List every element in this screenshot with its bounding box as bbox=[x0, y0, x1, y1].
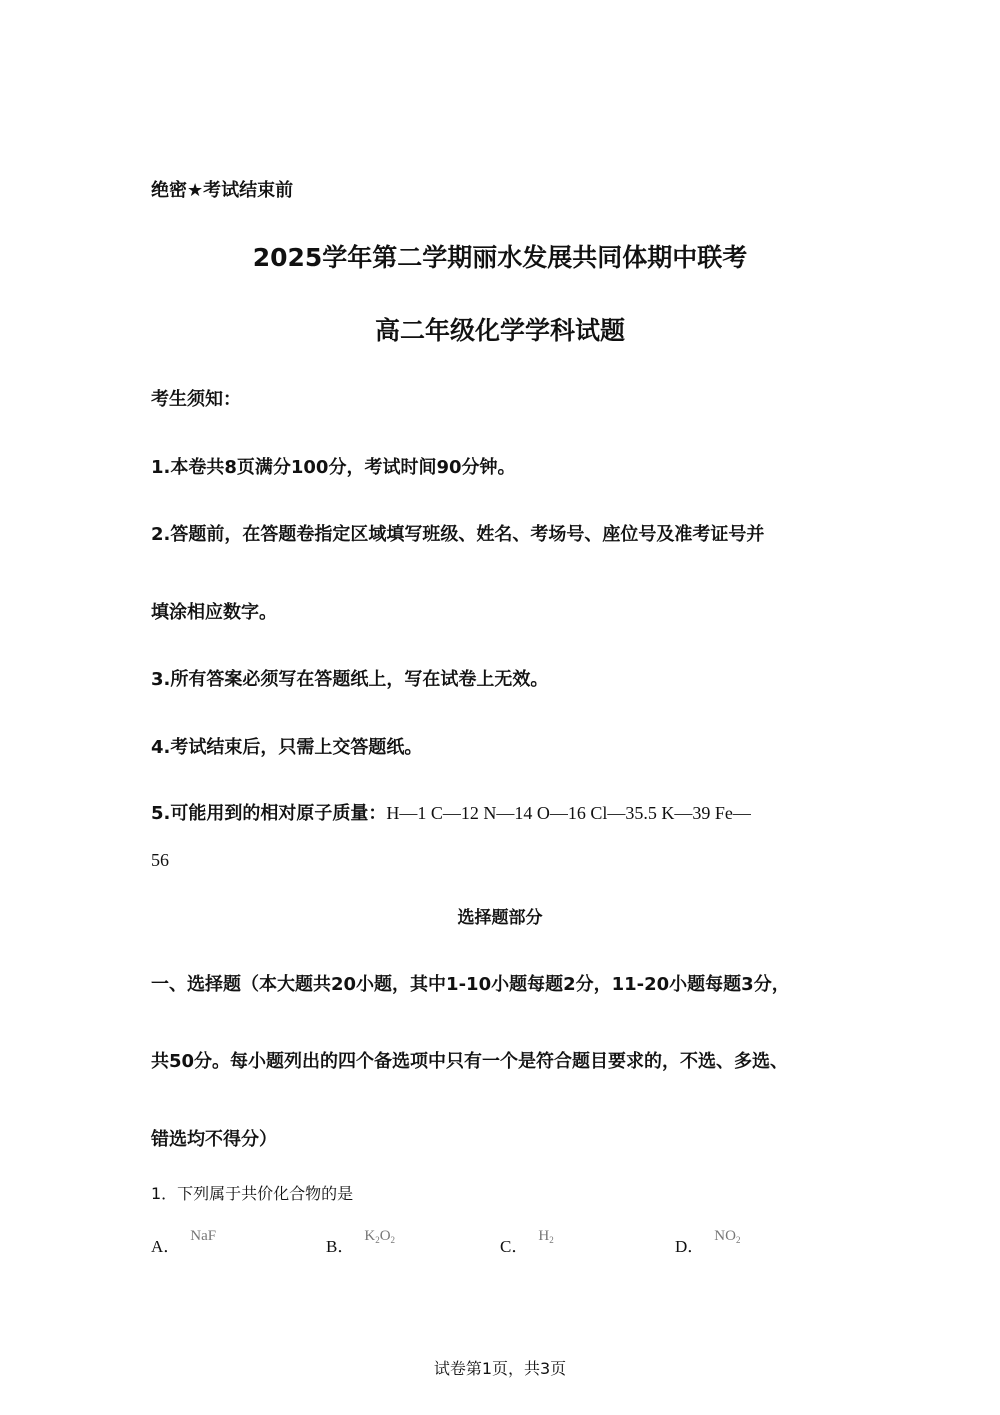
option-a-label: A． bbox=[151, 1237, 181, 1256]
notice-heading: 考生须知： bbox=[151, 389, 241, 410]
option-d-label: D． bbox=[675, 1237, 705, 1256]
exam-title: 2025学年第二学期丽水发展共同体期中联考 bbox=[252, 243, 748, 272]
atomic-masses: H—1 C—12 N—14 O—16 Cl—35.5 K—39 Fe— bbox=[386, 803, 751, 823]
option-b-label: B． bbox=[326, 1237, 355, 1256]
question-1-stem: 1．下列属于共价化合物的是 bbox=[151, 1184, 354, 1203]
option-d-formula: $NO_2$ bbox=[714, 1228, 741, 1245]
option-a bbox=[151, 1228, 217, 1257]
page-footer: 试卷第1页，共3页 bbox=[433, 1359, 567, 1378]
notice-item-2-line-2: 填涂相应数字。 bbox=[151, 602, 277, 623]
secrecy-mark: 绝密★考试结束前 bbox=[151, 180, 294, 201]
option-c-label: C． bbox=[500, 1237, 529, 1256]
section-instruction-line-2: 共50分。每小题列出的四个备选项中只有一个是符合题目要求的，不选、多选、 bbox=[151, 1051, 789, 1072]
notice-item-5 bbox=[151, 799, 751, 825]
notice-item-1: 1.本卷共8页满分100分，考试时间90分钟。 bbox=[151, 457, 516, 478]
option-c bbox=[500, 1228, 554, 1257]
option-a-formula: NaF bbox=[190, 1228, 217, 1244]
notice-item-3: 3.所有答案必须写在答题纸上，写在试卷上无效。 bbox=[151, 669, 549, 690]
notice-item-2-line-1: 2.答题前，在答题卷指定区域填写班级、姓名、考场号、座位号及准考证号并 bbox=[151, 524, 765, 545]
notice-item-4: 4.考试结束后，只需上交答题纸。 bbox=[151, 737, 423, 758]
notice-item-5-continuation: 56 bbox=[151, 850, 169, 870]
exam-subtitle: 高二年级化学学科试题 bbox=[374, 316, 625, 345]
section-instruction-line-3: 错选均不得分） bbox=[151, 1129, 277, 1150]
option-c-formula: $H_2$ bbox=[538, 1228, 554, 1245]
option-b bbox=[326, 1228, 396, 1257]
option-b-formula: $K_2O_2$ bbox=[364, 1228, 396, 1245]
section-instruction-line-1: 一、选择题（本大题共20小题，其中1-10小题每题2分，11-20小题每题3分， bbox=[151, 974, 790, 995]
notice-item-5-label: 5.可能用到的相对原子质量： bbox=[151, 803, 387, 824]
option-d bbox=[675, 1228, 741, 1257]
section-heading: 选择题部分 bbox=[457, 908, 543, 928]
